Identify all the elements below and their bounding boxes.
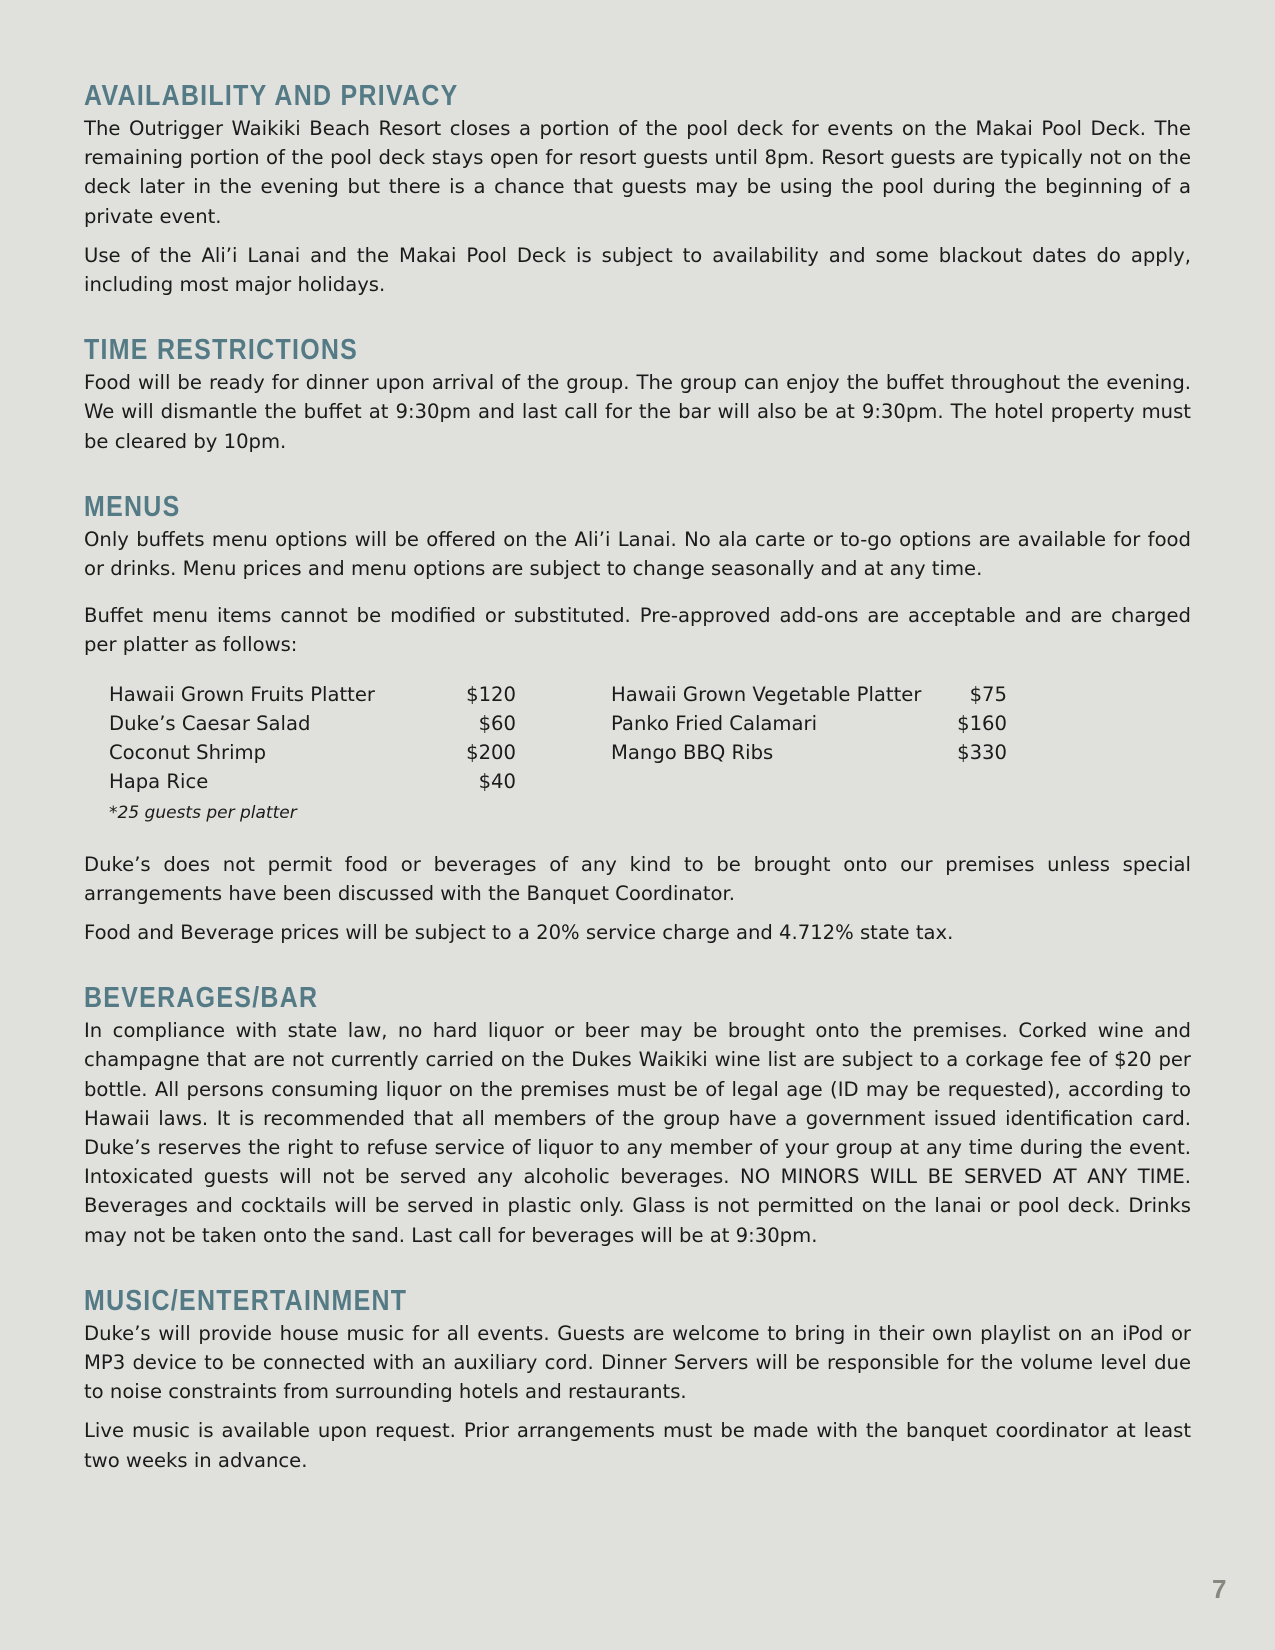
time-paragraph-1: Food will be ready for dinner upon arrival of the group. The group can enjoy the buffet throughout the evening. We will dismantle the buffet at 9:30pm and last call for the bar will also be at 9:30pm. The hotel property must be cleared by 10pm. [84,371,1191,453]
platter-note: *25 guests per platter [109,802,297,823]
addon-price: $330 [957,741,1007,765]
availability-paragraph-1: The Outrigger Waikiki Beach Resort closes a portion of the pool deck for events on the Makai Pool Deck. The remaining portion of the pool deck stays open for resort guests until 8pm. Resort guests are typically not on the deck later in the evening but there is a chance that guests may be using the pool during the beginning of a private event. [84,117,1191,228]
menus-paragraph-4: Food and Beverage prices will be subject to a 20% service charge and 4.712% state tax. [84,921,954,945]
addon-price: $200 [466,741,516,765]
page-number: 7 [1212,1574,1227,1604]
addon-row [611,738,1007,767]
addon-row [109,680,516,709]
addons-column-left [109,680,516,797]
addon-price: $120 [466,682,516,706]
addon-row [611,709,1007,738]
addon-name: Coconut Shrimp [109,741,267,765]
section-title-menus: MENUS [84,490,181,523]
addon-price: $40 [478,770,516,794]
addon-name: Hapa Rice [109,770,209,794]
addon-price: $160 [957,711,1007,735]
document-page [84,78,1191,1475]
addon-name: Duke’s Caesar Salad [109,711,311,735]
addon-row [109,738,516,767]
menus-paragraph-3: Duke’s does not permit food or beverages of any kind to be brought onto our premises unless special arrangements have been discussed with the Banquet Coordinator. [84,852,1191,905]
menus-paragraph-1: Only buffets menu options will be offered on the Ali’i Lanai. No ala carte or to-go options are available for food or drinks. Menu prices and menu options are subject to change seasonally and at any time. [84,527,1191,581]
addon-name: Hawaii Grown Vegetable Platter [611,682,922,706]
addons-price-list [84,680,1191,828]
section-title-beverages: BEVERAGES/BAR [84,982,319,1015]
beverages-paragraph-1: In compliance with state law, no hard liquor or beer may be brought onto the premises. Corked wine and champagne that are not currently carried on the Dukes Waikiki wine list are subject to a corkage fee of $20 per bottle. All persons consuming liquor on the premises must be of legal age (ID may be requested), according to Hawaii laws. It is recommended that all members of the group have a government issued identification card. Duke’s reserves the right to refuse service of liquor to any member of your group at any time during the event. Intoxicated guests will not be served any alcoholic beverages. NO MINORS WILL BE SERVED AT ANY TIME. Beverages and cocktails will be served in plastic only. Glass is not permitted on the lanai or pool deck. Drinks may not be taken onto the sand. Last call for beverages will be at 9:30pm. [84,1019,1191,1247]
addon-price: $60 [478,711,516,735]
addon-name: Hawaii Grown Fruits Platter [109,682,375,706]
addon-row [611,680,1007,709]
menus-paragraph-2: Buffet menu items cannot be modified or substituted. Pre-approved add-ons are acceptable and are charged per platter as follows: [84,604,1191,657]
addon-row [109,709,516,738]
addon-row [109,767,516,796]
addon-name: Mango BBQ Ribs [611,741,774,765]
addon-price: $75 [969,682,1007,706]
music-paragraph-2: Live music is available upon request. Prior arrangements must be made with the banquet coordinator at least two weeks in advance. [84,1419,1191,1472]
availability-paragraph-2: Use of the Ali’i Lanai and the Makai Pool Deck is subject to availability and some blackout dates do apply, including most major holidays. [84,243,1191,297]
section-title-time-restrictions: TIME RESTRICTIONS [84,334,359,367]
section-title-availability: AVAILABILITY AND PRIVACY [84,80,459,112]
section-title-music: MUSIC/ENTERTAINMENT [84,1284,408,1317]
addon-name: Panko Fried Calamari [611,711,818,735]
music-paragraph-1: Duke’s will provide house music for all events. Guests are welcome to bring in their own playlist on an iPod or MP3 device to be connected with an auxiliary cord. Dinner Servers will be responsible for the volume level due to noise constraints from surrounding hotels and restaurants. [84,1321,1191,1404]
addons-column-right [611,680,1007,768]
